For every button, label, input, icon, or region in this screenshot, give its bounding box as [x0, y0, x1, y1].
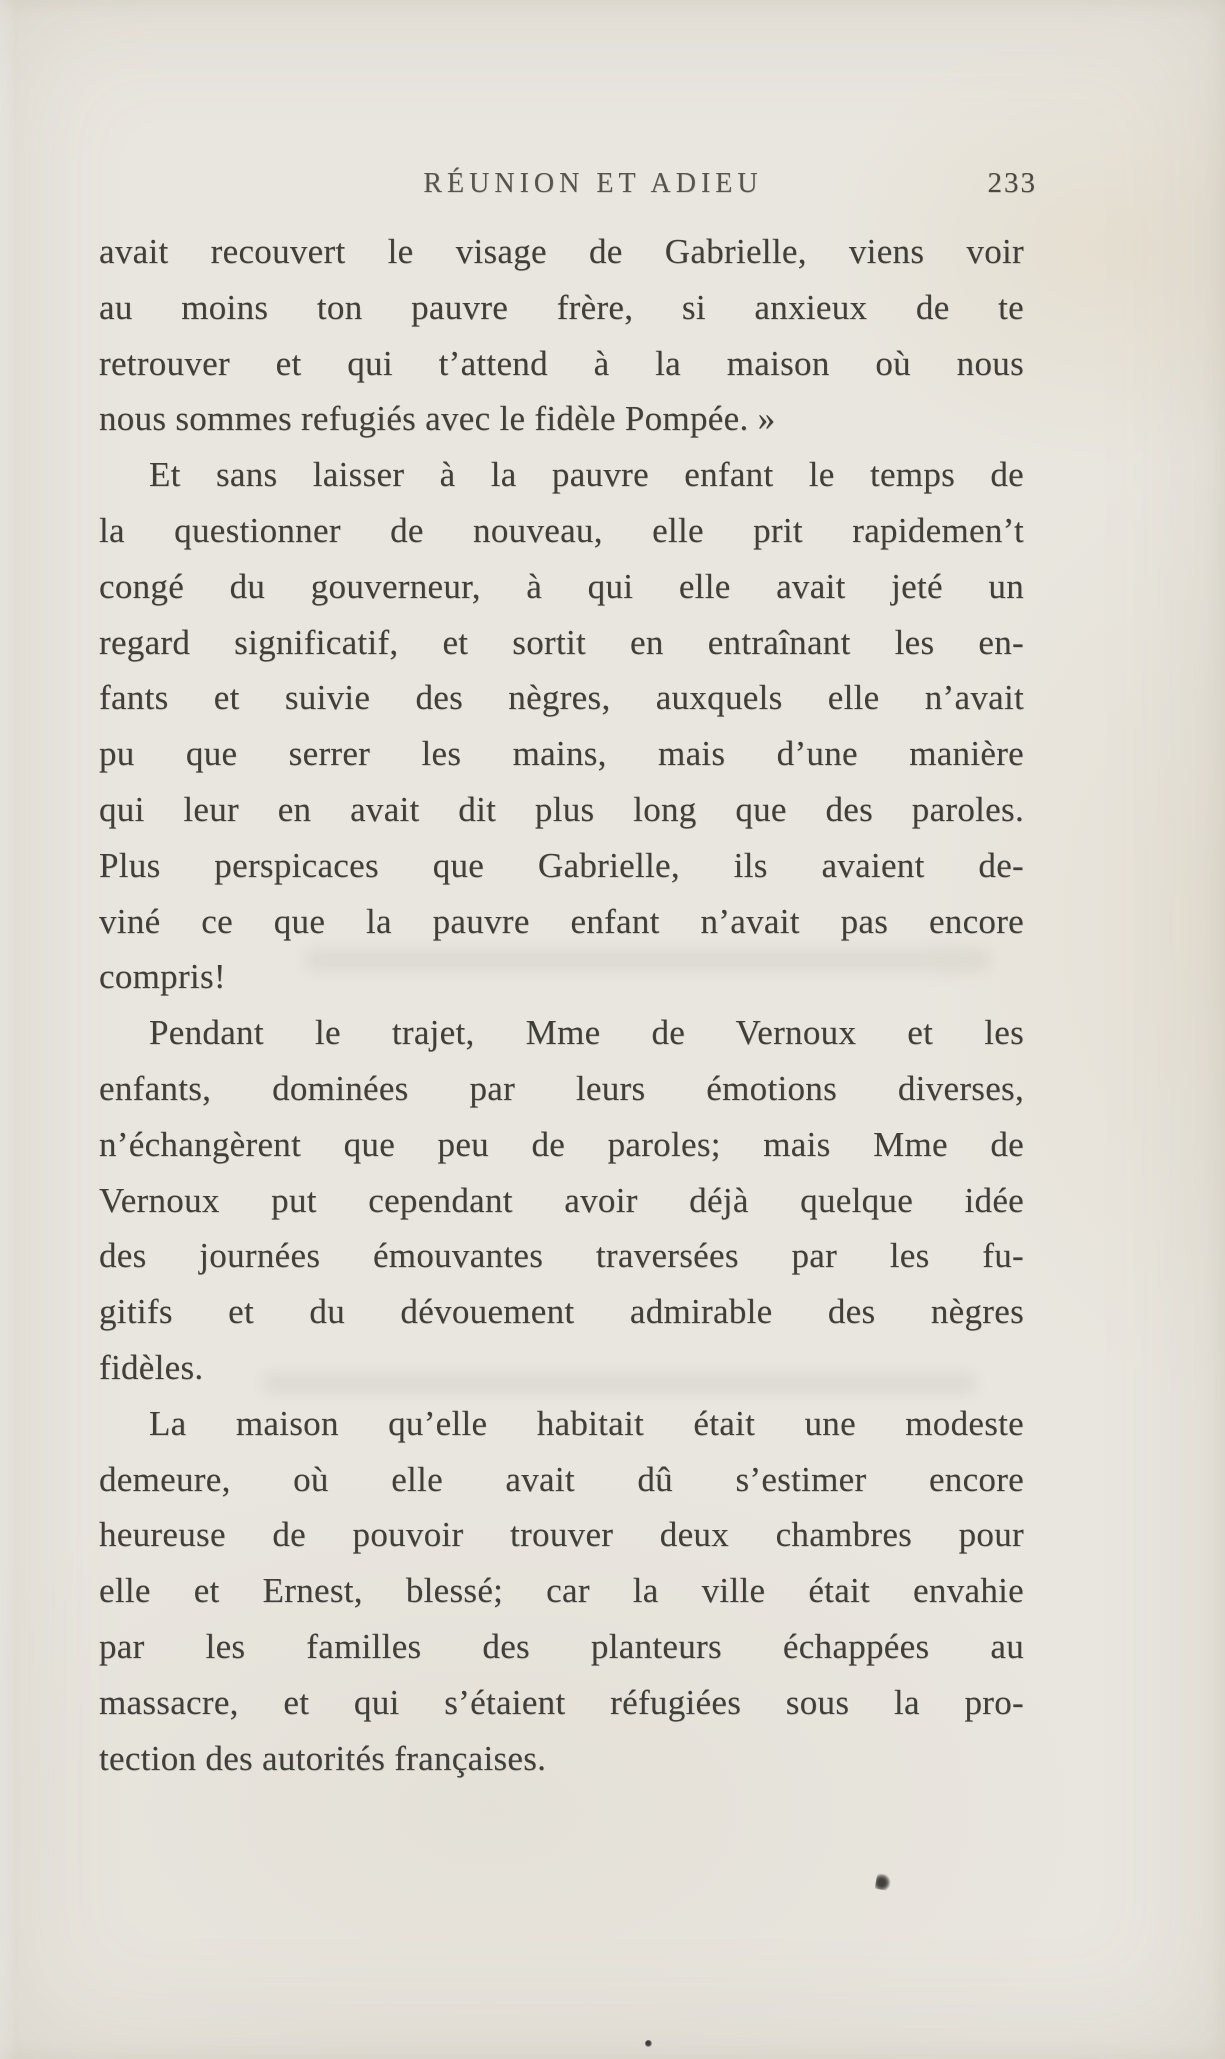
text-line: tection des autorités françaises.: [99, 1738, 547, 1778]
text-line: La maison qu’elle habitait était une modeste: [149, 1403, 1024, 1443]
text-line: par les familles des planteurs échappées au: [99, 1626, 1024, 1666]
text-line: fants et suivie des nègres, auxquels elle n’avait: [99, 678, 1024, 718]
text-line: la questionner de nouveau, elle prit rapidemen’t: [99, 510, 1024, 550]
text-line: congé du gouverneur, à qui elle avait jeté un: [99, 566, 1024, 606]
text-line: regard significatif, et sortit en entraînant les en-: [99, 622, 1024, 662]
text-line: demeure, où elle avait dû s’estimer encore: [99, 1459, 1024, 1499]
text-line: compris!: [99, 957, 226, 997]
paragraph: [99, 447, 1024, 1005]
text-line: elle et Ernest, blessé; car la ville était envahie: [99, 1571, 1024, 1611]
text-line: retrouver et qui t’attend à la maison où nous: [99, 343, 1024, 383]
text-line: heureuse de pouvoir trouver deux chambres pour: [99, 1515, 1024, 1555]
text-line: Plus perspicaces que Gabrielle, ils avaient de-: [99, 845, 1024, 885]
text-line: au moins ton pauvre frère, si anxieux de te: [99, 287, 1024, 327]
text-line: enfants, dominées par leurs émotions diverses,: [99, 1068, 1024, 1108]
text-line: gitifs et du dévouement admirable des nègres: [99, 1292, 1024, 1332]
text-line: massacre, et qui s’étaient réfugiées sous la pro-: [99, 1682, 1024, 1722]
ink-mark: [875, 1873, 893, 1891]
text-line: Vernoux put cependant avoir déjà quelque idée: [99, 1180, 1024, 1220]
page-header: [97, 168, 1037, 210]
showthrough-smudge: [262, 1372, 977, 1394]
text-line: qui leur en avait dit plus long que des paroles.: [99, 789, 1024, 829]
ink-speck: [645, 2040, 652, 2047]
text-line: fidèles.: [99, 1347, 204, 1387]
paragraph: [99, 224, 1024, 447]
text-line: n’échangèrent que peu de paroles; mais Mme de: [99, 1124, 1024, 1164]
showthrough-smudge: [305, 948, 990, 972]
page-number: 233: [987, 167, 1037, 199]
paragraph: [99, 1005, 1024, 1396]
paragraph: [99, 1396, 1024, 1787]
text-line: pu que serrer les mains, mais d’une manière: [99, 734, 1024, 774]
text-block: [99, 224, 1024, 1786]
text-line: Et sans laisser à la pauvre enfant le temps de: [149, 455, 1024, 495]
text-line: Pendant le trajet, Mme de Vernoux et les: [149, 1013, 1024, 1053]
text-line: avait recouvert le visage de Gabrielle, viens voir: [99, 232, 1024, 271]
text-line: des journées émouvantes traversées par les fu-: [99, 1236, 1024, 1276]
running-title: RÉUNION ET ADIEU: [423, 168, 763, 199]
text-line: nous sommes refugiés avec le fidèle Pompée. »: [99, 399, 776, 439]
text-line: viné ce que la pauvre enfant n’avait pas encore: [99, 901, 1024, 941]
